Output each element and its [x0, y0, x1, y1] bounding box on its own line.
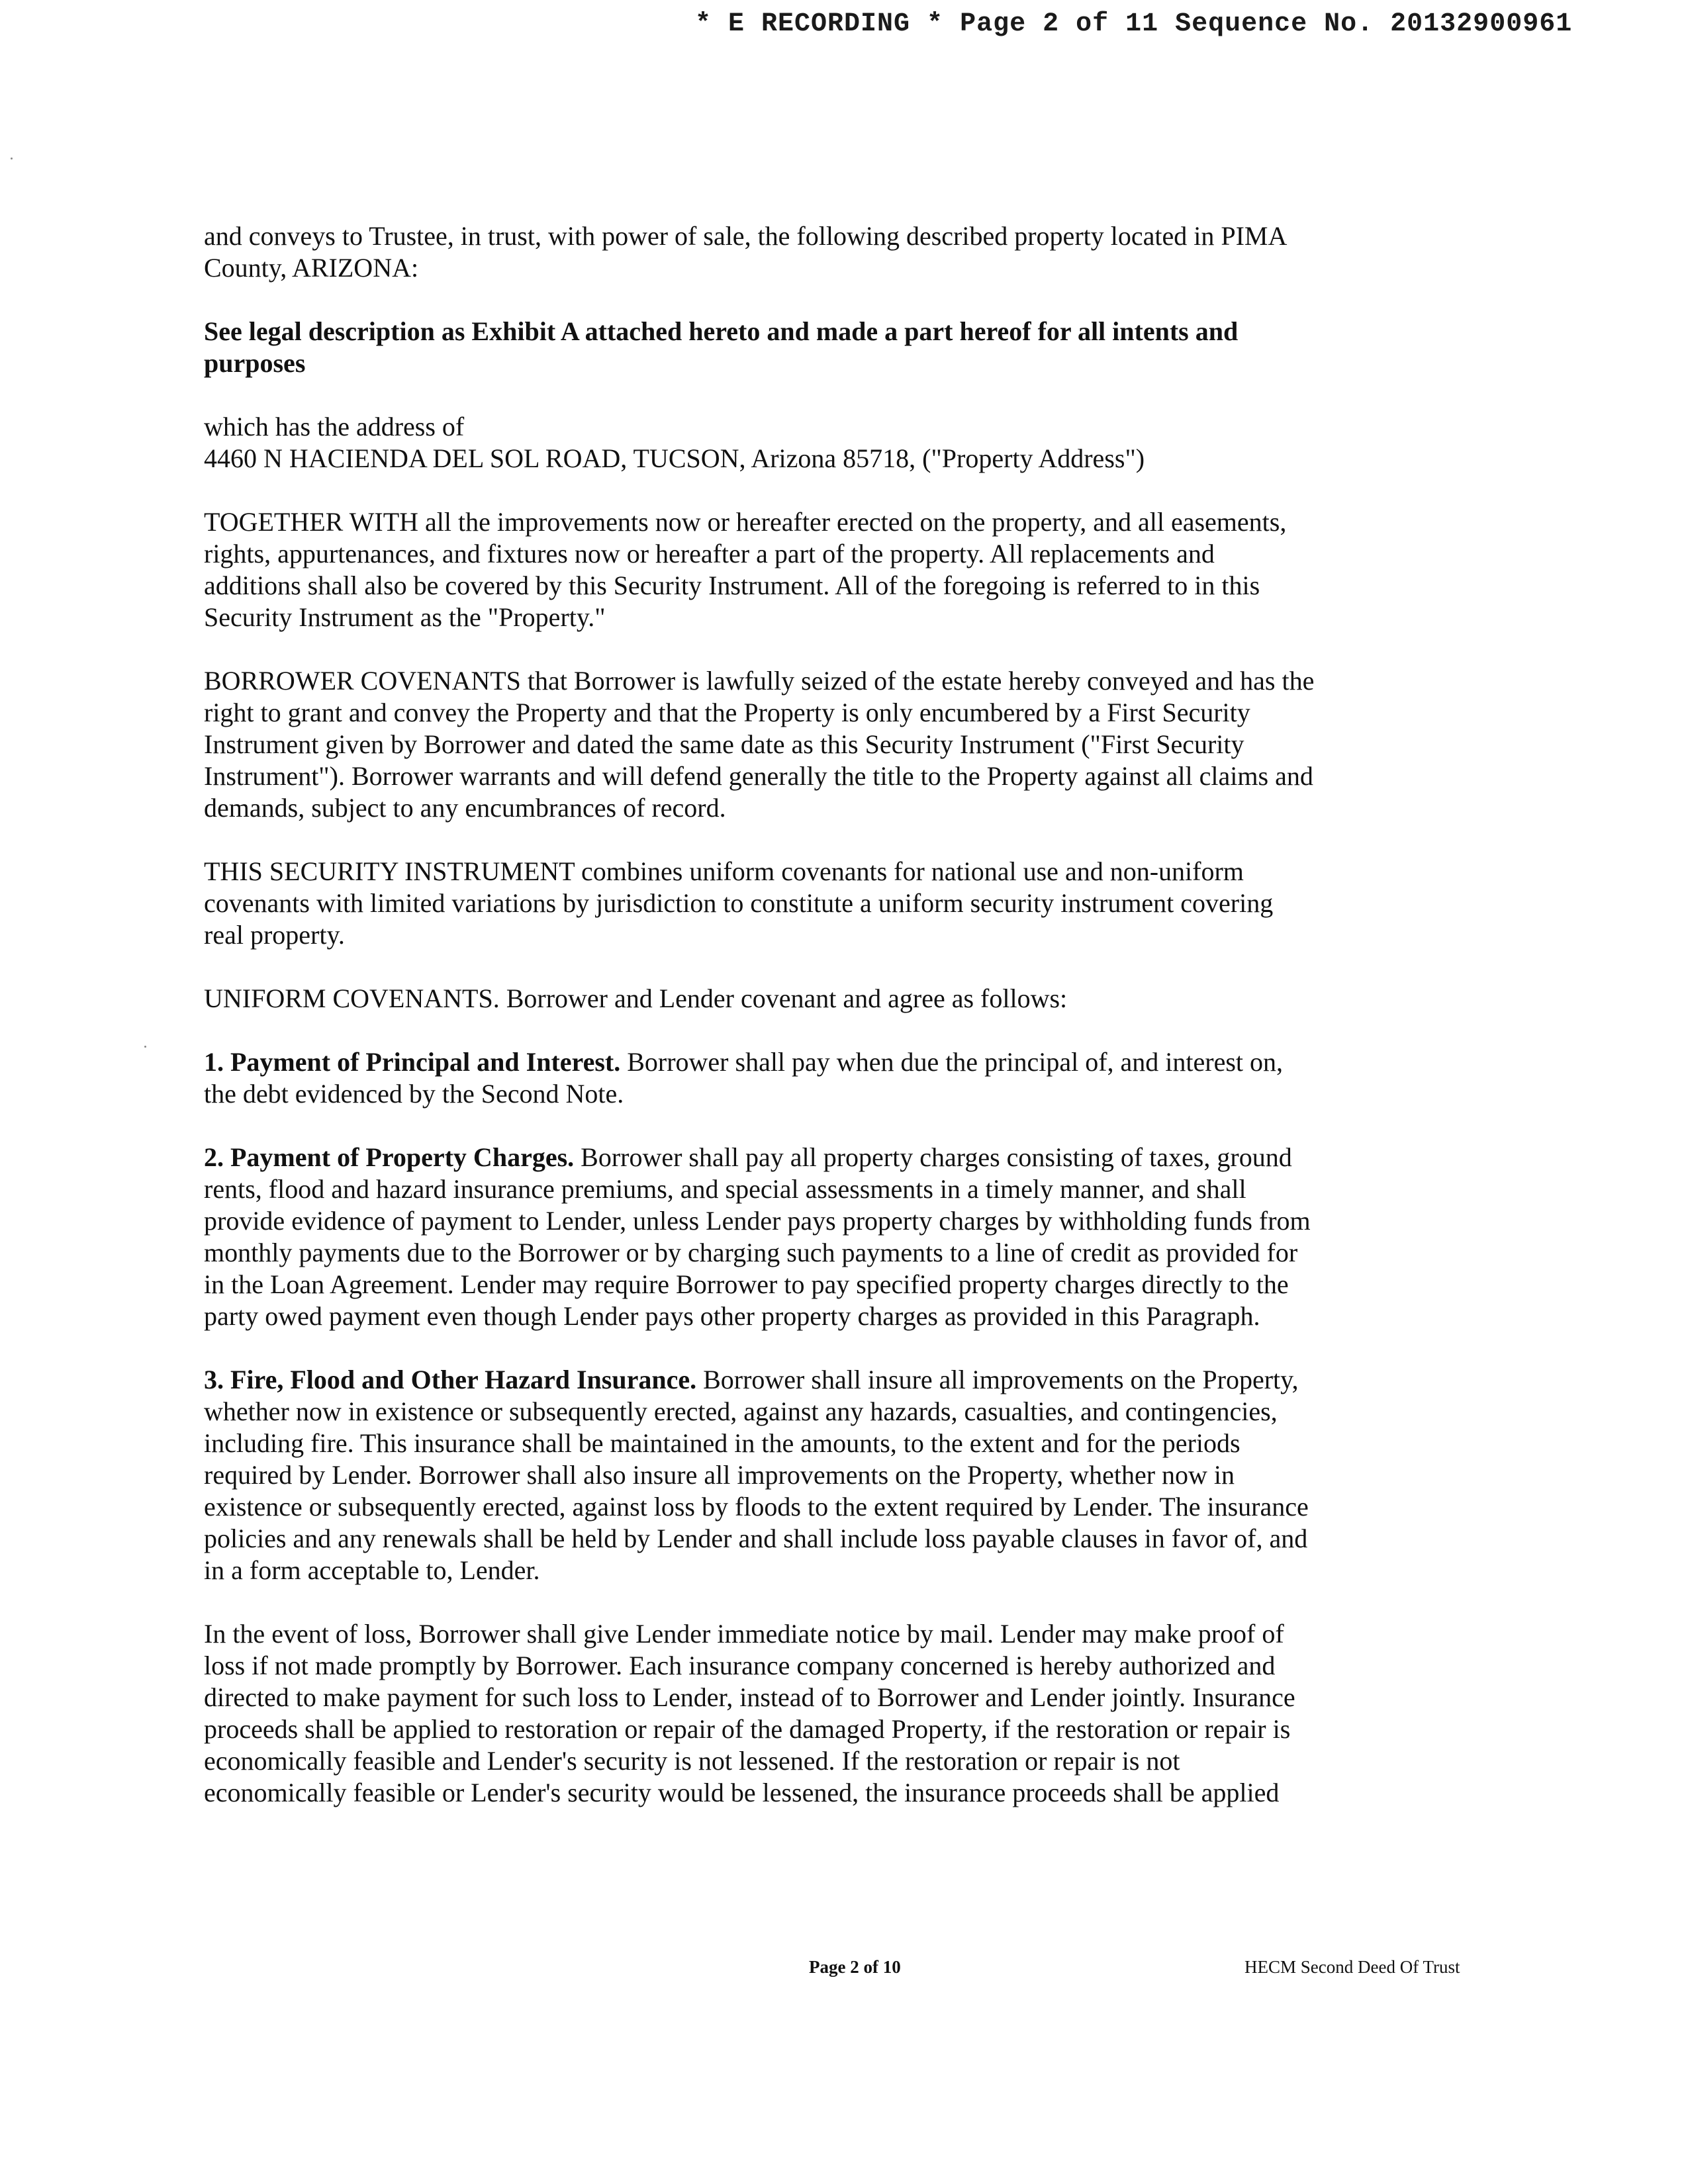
property-address: 4460 N HACIENDA DEL SOL ROAD, TUCSON, Arizona 85718, ("Property Address") — [204, 443, 1145, 473]
text-line: the debt evidenced by the Second Note. — [204, 1079, 624, 1109]
text-line: loss if not made promptly by Borrower. Each insurance company concerned is hereby authorized and — [204, 1651, 1276, 1680]
text-line: directed to make payment for such loss to Lender, instead of to Borrower and Lender jointly. Insurance — [204, 1682, 1295, 1712]
text-line: Security Instrument as the "Property." — [204, 602, 606, 632]
text-line: County, ARIZONA: — [204, 253, 419, 283]
text-line: real property. — [204, 920, 345, 950]
text-line: rights, appurtenances, and fixtures now or hereafter a part of the property. All replacements and — [204, 539, 1215, 569]
text-line: right to grant and convey the Property and that the Property is only encumbered by a First Security — [204, 698, 1250, 727]
text-line: whether now in existence or subsequently erected, against any hazards, casualties, and contingencies, — [204, 1396, 1278, 1426]
text-line: covenants with limited variations by jurisdiction to constitute a uniform security instrument covering — [204, 888, 1274, 918]
text-line: UNIFORM COVENANTS. Borrower and Lender covenant and agree as follows: — [204, 983, 1068, 1013]
property-address-paragraph — [204, 411, 1415, 475]
section-1-payment-of-principal — [204, 1046, 1415, 1110]
text-line: See legal description as Exhibit A attached hereto and made a part hereof for all intents and — [204, 316, 1239, 346]
text-line: purposes — [204, 348, 306, 378]
section-2-property-charges — [204, 1142, 1415, 1332]
text-line: rents, flood and hazard insurance premiums, and special assessments in a timely manner, and shall — [204, 1174, 1246, 1204]
text-line: Instrument given by Borrower and dated the same date as this Security Instrument ("First Security — [204, 729, 1244, 759]
text-line: and conveys to Trustee, in trust, with power of sale, the following described property located in PIMA — [204, 221, 1288, 251]
section-heading: 1. Payment of Principal and Interest. — [204, 1047, 621, 1077]
legal-description-paragraph — [204, 316, 1415, 379]
text-line: existence or subsequently erected, against loss by floods to the extent required by Lender. The insurance — [204, 1492, 1309, 1522]
page-number: Page 2 of 10 — [809, 1957, 901, 1977]
document-body — [204, 220, 1415, 1841]
uniform-covenants-paragraph — [204, 983, 1415, 1015]
intro-paragraph — [204, 220, 1415, 284]
text-line: Instrument"). Borrower warrants and will defend generally the title to the Property against all claims and — [204, 761, 1313, 791]
text-line: THIS SECURITY INSTRUMENT combines uniform covenants for national use and non-uniform — [204, 856, 1244, 886]
text-line: including fire. This insurance shall be maintained in the amounts, to the extent and for the periods — [204, 1428, 1241, 1458]
scan-speck — [11, 158, 13, 159]
text-line: policies and any renewals shall be held by Lender and shall include loss payable clauses in favor of, and — [204, 1524, 1308, 1553]
text-run: Borrower shall insure all improvements on the Property, — [696, 1365, 1299, 1394]
text-line: which has the address of — [204, 412, 465, 441]
recording-stamp: * E RECORDING * Page 2 of 11 Sequence No. 20132900961 — [695, 9, 1573, 39]
text-line: In the event of loss, Borrower shall give Lender immediate notice by mail. Lender may make proof of — [204, 1619, 1284, 1649]
borrower-covenants-paragraph — [204, 665, 1415, 824]
text-line: economically feasible and Lender's security is not lessened. If the restoration or repair is not — [204, 1746, 1180, 1776]
text-run: Borrower shall pay all property charges consisting of taxes, ground — [574, 1142, 1292, 1172]
section-heading: 3. Fire, Flood and Other Hazard Insurance. — [204, 1365, 697, 1394]
text-line — [204, 1364, 1415, 1396]
section-3-hazard-insurance — [204, 1364, 1415, 1586]
document-title: HECM Second Deed Of Trust — [1244, 1957, 1460, 1977]
text-line: additions shall also be covered by this Security Instrument. All of the foregoing is referred to in this — [204, 570, 1260, 600]
text-line: economically feasible or Lender's security would be lessened, the insurance proceeds shall be applied — [204, 1778, 1280, 1807]
text-line: provide evidence of payment to Lender, unless Lender pays property charges by withholding funds from — [204, 1206, 1311, 1236]
text-line: TOGETHER WITH all the improvements now or hereafter erected on the property, and all easements, — [204, 507, 1287, 537]
together-with-paragraph — [204, 506, 1415, 633]
event-of-loss-paragraph — [204, 1618, 1415, 1809]
text-run: Borrower shall pay when due the principal of, and interest on, — [620, 1047, 1284, 1077]
text-line — [204, 1142, 1415, 1173]
text-line: demands, subject to any encumbrances of record. — [204, 793, 726, 823]
text-line: in a form acceptable to, Lender. — [204, 1555, 540, 1585]
text-line: proceeds shall be applied to restoration or repair of the damaged Property, if the restoration or repair is — [204, 1714, 1291, 1744]
scan-speck — [144, 1046, 146, 1048]
text-line: BORROWER COVENANTS that Borrower is lawfully seized of the estate hereby conveyed and has the — [204, 666, 1315, 696]
text-line: monthly payments due to the Borrower or by charging such payments to a line of credit as provided for — [204, 1238, 1298, 1267]
text-line: in the Loan Agreement. Lender may require Borrower to pay specified property charges directly to the — [204, 1269, 1289, 1299]
section-heading: 2. Payment of Property Charges. — [204, 1142, 575, 1172]
security-instrument-paragraph — [204, 856, 1415, 951]
text-line — [204, 1046, 1415, 1078]
text-line: party owed payment even though Lender pays other property charges as provided in this Paragraph. — [204, 1301, 1260, 1331]
text-line: required by Lender. Borrower shall also insure all improvements on the Property, whether now in — [204, 1460, 1235, 1490]
